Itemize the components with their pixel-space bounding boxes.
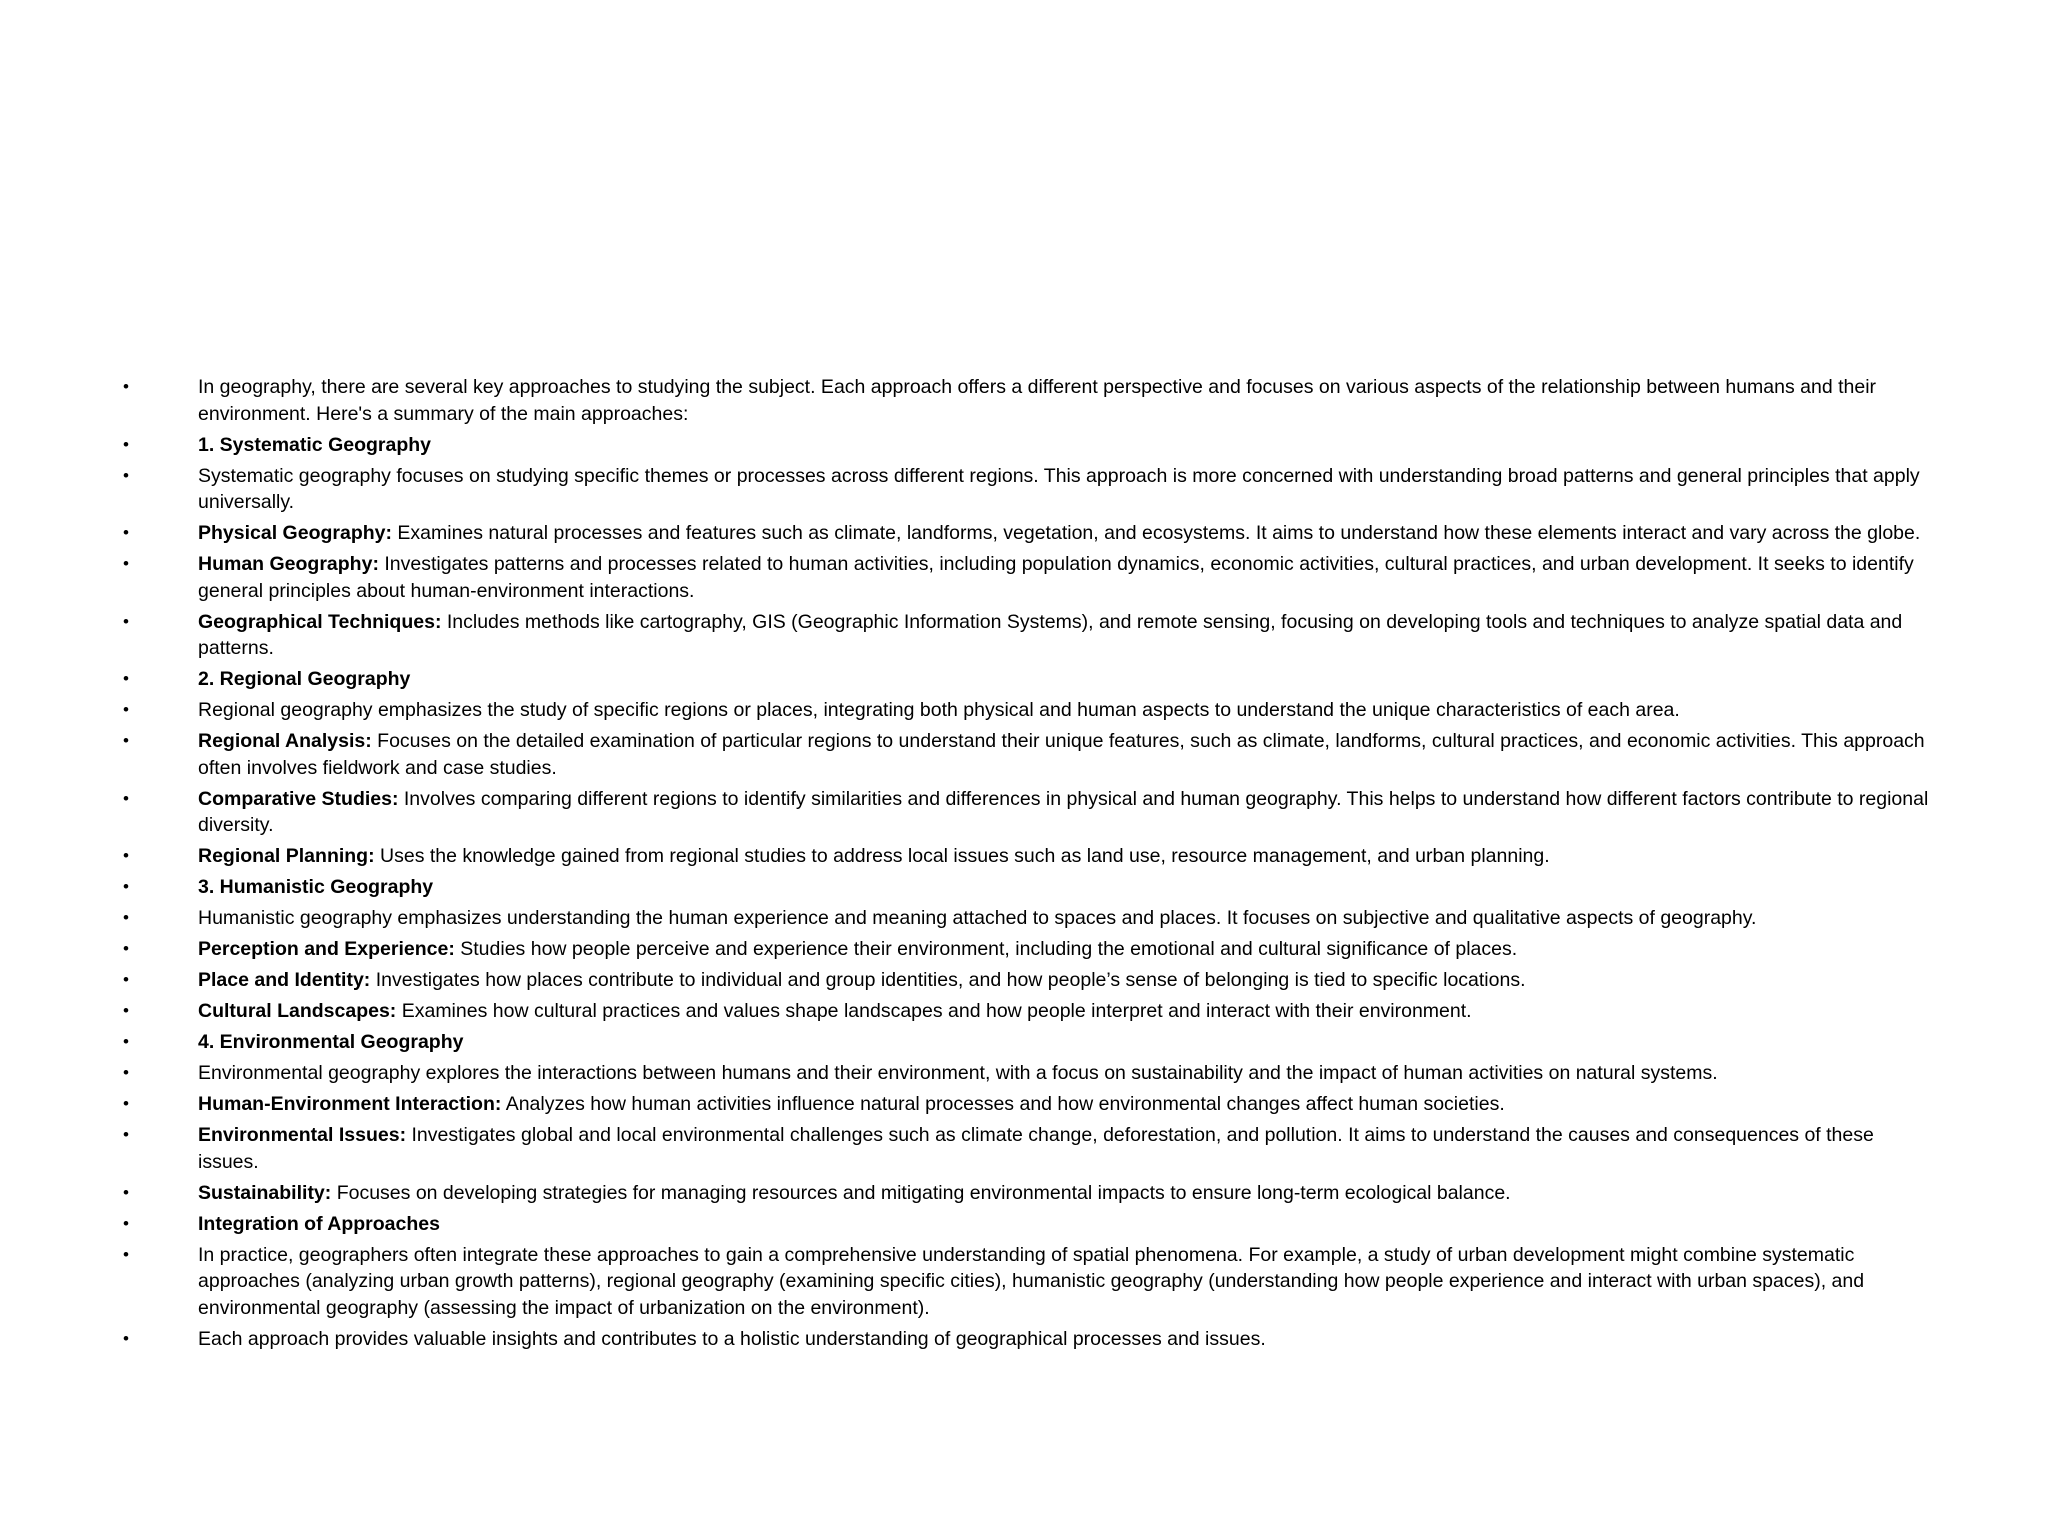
bullet-icon: • [123, 465, 129, 485]
list-item [120, 843, 1936, 870]
list-item [120, 786, 1936, 839]
item-text: Environmental geography explores the interactions between humans and their environment, with a focus on sustainability and the impact of human activities on natural systems. [198, 1062, 1718, 1084]
item-text: Focuses on the detailed examination of particular regions to understand their unique features, such as climate, landforms, cultural practices, and economic activities. This approach often involves fieldwork and case studies. [198, 730, 1925, 779]
item-bold: Perception and Experience: [198, 938, 455, 960]
bullet-icon: • [123, 669, 129, 688]
item-text: Includes methods like cartography, GIS (Geographic Information Systems), and remote sensing, focusing on developing tools and techniques to analyze spatial data and patterns. [198, 610, 1903, 659]
item-bold: Human Geography: [198, 553, 379, 575]
bullet-icon: • [123, 1182, 129, 1202]
item-text: Humanistic geography emphasizes understanding the human experience and meaning attached to spaces and places. It focuses on subjective and qualitative aspects of geography. [198, 907, 1757, 929]
item-text: Examines natural processes and features such as climate, landforms, vegetation, and ecosystems. It aims to understand how these elements interact and vary across the globe. [391, 522, 1921, 544]
bullet-icon: • [123, 1063, 129, 1082]
item-text: Investigates patterns and processes related to human activities, including population dynamics, economic activities, cultural practices, and urban development. It seeks to identify general principles about human-environment interactions. [198, 553, 1914, 602]
item-bold: Environmental Issues: [198, 1124, 407, 1146]
list-item [120, 967, 1936, 994]
slide-content [120, 374, 1936, 1357]
list-item [120, 697, 1936, 724]
bullet-icon: • [123, 1244, 129, 1264]
item-bold: Sustainability: [198, 1181, 332, 1204]
list-item [120, 728, 1936, 781]
list-item [120, 1242, 1936, 1322]
item-bold: Geographical Techniques: [198, 610, 442, 633]
list-item [120, 1122, 1936, 1175]
bullet-icon: • [123, 611, 129, 631]
list-item [120, 1091, 1936, 1118]
bullet-icon: • [123, 731, 129, 750]
item-bold: Physical Geography: [198, 522, 392, 544]
list-item [120, 609, 1936, 662]
list-item [120, 666, 1936, 693]
bullet-icon: • [123, 908, 129, 927]
item-bold: Regional Planning: [198, 845, 375, 867]
bullet-icon: • [123, 970, 129, 989]
item-bold: Cultural Landscapes: [198, 1000, 397, 1022]
item-bold: Integration of Approaches [198, 1212, 440, 1235]
item-text: Systematic geography focuses on studying specific themes or processes across different regions. This approach is more concerned with understanding broad patterns and general principles that apply universally. [198, 464, 1920, 513]
list-item [120, 998, 1936, 1025]
item-text: Regional geography emphasizes the study of specific regions or places, integrating both physical and human aspects to understand the unique characteristics of each area. [198, 699, 1680, 721]
bullet-icon: • [123, 523, 129, 542]
bullet-icon: • [123, 1125, 129, 1144]
list-item [120, 520, 1936, 547]
item-text: Uses the knowledge gained from regional studies to address local issues such as land use, resource management, and urban planning. [374, 845, 1550, 867]
item-text: Each approach provides valuable insights and contributes to a holistic understanding of geographical processes and issues. [198, 1327, 1266, 1350]
item-text: Investigates global and local environmental challenges such as climate change, deforestation, and pollution. It aims to understand the causes and consequences of these issues. [198, 1124, 1874, 1173]
list-item [120, 1029, 1936, 1056]
item-text: Examines how cultural practices and values shape landscapes and how people interpret and interact with their environment. [396, 1000, 1472, 1022]
list-item [120, 463, 1936, 516]
bullet-icon: • [123, 1001, 129, 1020]
list-item [120, 1326, 1936, 1353]
item-bold: Regional Analysis: [198, 730, 372, 752]
list-item [120, 1060, 1936, 1087]
list-item [120, 1211, 1936, 1238]
item-text: In geography, there are several key approaches to studying the subject. Each approach offers a different perspective and focuses on various aspects of the relationship between humans and their environment. Here's a summary of the main approaches: [198, 376, 1877, 425]
bullet-icon: • [123, 554, 129, 573]
bullet-icon: • [123, 377, 129, 396]
bullet-icon: • [123, 788, 129, 808]
bullet-icon: • [123, 1213, 129, 1233]
item-text: Investigates how places contribute to individual and group identities, and how people’s sense of belonging is tied to specific locations. [370, 969, 1526, 991]
item-bold: Place and Identity: [198, 969, 371, 991]
bullet-icon: • [123, 434, 129, 454]
item-text: Involves comparing different regions to identify similarities and differences in physical and human geography. This helps to understand how different factors contribute to regional diversity. [198, 787, 1929, 836]
item-bold: 4. Environmental Geography [198, 1031, 464, 1053]
bullet-icon: • [123, 939, 129, 958]
item-bold: 2. Regional Geography [198, 668, 411, 690]
bullet-icon: • [123, 1094, 129, 1113]
list-item [120, 874, 1936, 901]
list-item [120, 551, 1936, 604]
bullet-icon: • [123, 1032, 129, 1051]
list-item [120, 1180, 1936, 1207]
list-item [120, 374, 1936, 427]
item-text: Focuses on developing strategies for managing resources and mitigating environmental impacts to ensure long-term ecological balance. [331, 1181, 1511, 1204]
item-bold: Comparative Studies: [198, 787, 399, 810]
list-item [120, 432, 1936, 459]
bullet-icon: • [123, 877, 129, 896]
item-text: Studies how people perceive and experience their environment, including the emotional and cultural significance of places. [454, 938, 1518, 960]
item-text: Analyzes how human activities influence natural processes and how environmental changes affect human societies. [501, 1093, 1505, 1115]
bullet-icon: • [123, 1328, 129, 1348]
item-bold: 1. Systematic Geography [198, 433, 432, 456]
list-item [120, 905, 1936, 932]
bullet-icon: • [123, 700, 129, 719]
bullet-icon: • [123, 846, 129, 865]
item-bold: 3. Humanistic Geography [198, 876, 434, 898]
item-text: In practice, geographers often integrate these approaches to gain a comprehensive understanding of spatial phenomena. For example, a study of urban development might combine systematic approaches (analyzing urban growth patterns), regional geography (examining specific cities), humanistic geography (understanding how people experience and interact with urban spaces), and environmental geography (assessing the impact of urbanization on the environment). [198, 1243, 1865, 1319]
item-bold: Human-Environment Interaction: [198, 1093, 502, 1115]
bullet-list [120, 374, 1936, 1352]
list-item [120, 936, 1936, 963]
